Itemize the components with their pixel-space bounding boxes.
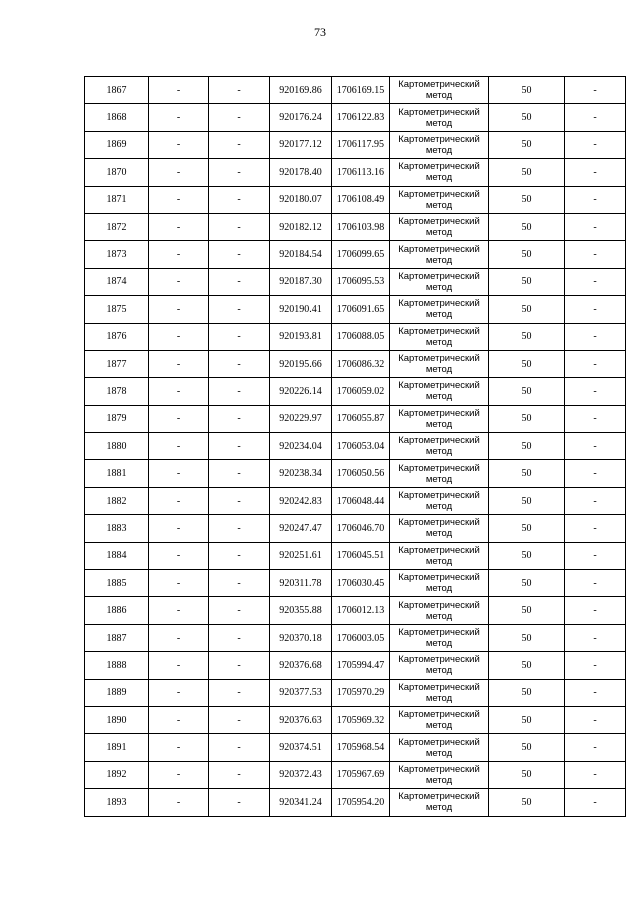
dash-cell: - xyxy=(149,652,209,679)
point-number-cell: 1880 xyxy=(85,433,149,460)
x-coordinate-cell: 920341.24 xyxy=(270,789,332,816)
x-coordinate-cell: 920195.66 xyxy=(270,350,332,377)
point-number-cell: 1890 xyxy=(85,706,149,733)
dash-cell: - xyxy=(149,378,209,405)
y-coordinate-cell: 1705968.54 xyxy=(332,734,390,761)
point-number-cell: 1877 xyxy=(85,350,149,377)
accuracy-cell: 50 xyxy=(489,761,565,788)
dash-cell: - xyxy=(209,652,270,679)
y-coordinate-cell: 1706095.53 xyxy=(332,268,390,295)
table-row xyxy=(85,268,626,295)
y-coordinate-cell: 1706055.87 xyxy=(332,405,390,432)
y-coordinate-cell: 1706108.49 xyxy=(332,186,390,213)
table-row xyxy=(85,597,626,624)
accuracy-cell: 50 xyxy=(489,323,565,350)
dash-cell: - xyxy=(209,570,270,597)
note-cell: - xyxy=(565,296,626,323)
x-coordinate-cell: 920229.97 xyxy=(270,405,332,432)
dash-cell: - xyxy=(209,487,270,514)
dash-cell: - xyxy=(149,131,209,158)
y-coordinate-cell: 1706099.65 xyxy=(332,241,390,268)
y-coordinate-cell: 1705969.32 xyxy=(332,706,390,733)
dash-cell: - xyxy=(149,77,209,104)
y-coordinate-cell: 1706030.45 xyxy=(332,570,390,597)
dash-cell: - xyxy=(209,734,270,761)
point-number-cell: 1876 xyxy=(85,323,149,350)
table-row xyxy=(85,350,626,377)
accuracy-cell: 50 xyxy=(489,104,565,131)
note-cell: - xyxy=(565,241,626,268)
x-coordinate-cell: 920187.30 xyxy=(270,268,332,295)
page-number: 73 xyxy=(314,25,326,39)
x-coordinate-cell: 920180.07 xyxy=(270,186,332,213)
accuracy-cell: 50 xyxy=(489,241,565,268)
dash-cell: - xyxy=(209,405,270,432)
table-row xyxy=(85,77,626,104)
method-cell: Картометрический метод xyxy=(390,159,489,186)
y-coordinate-cell: 1706012.13 xyxy=(332,597,390,624)
method-cell: Картометрический метод xyxy=(390,515,489,542)
table-row xyxy=(85,570,626,597)
dash-cell: - xyxy=(209,104,270,131)
accuracy-cell: 50 xyxy=(489,624,565,651)
note-cell: - xyxy=(565,131,626,158)
dash-cell: - xyxy=(149,460,209,487)
point-number-cell: 1869 xyxy=(85,131,149,158)
note-cell: - xyxy=(565,350,626,377)
point-number-cell: 1872 xyxy=(85,213,149,240)
x-coordinate-cell: 920178.40 xyxy=(270,159,332,186)
dash-cell: - xyxy=(209,706,270,733)
point-number-cell: 1875 xyxy=(85,296,149,323)
y-coordinate-cell: 1706086.32 xyxy=(332,350,390,377)
point-number-cell: 1893 xyxy=(85,789,149,816)
x-coordinate-cell: 920176.24 xyxy=(270,104,332,131)
note-cell: - xyxy=(565,186,626,213)
dash-cell: - xyxy=(149,515,209,542)
table-row xyxy=(85,515,626,542)
note-cell: - xyxy=(565,323,626,350)
table-row xyxy=(85,213,626,240)
note-cell: - xyxy=(565,789,626,816)
point-number-cell: 1885 xyxy=(85,570,149,597)
table-row xyxy=(85,323,626,350)
dash-cell: - xyxy=(209,542,270,569)
note-cell: - xyxy=(565,268,626,295)
method-cell: Картометрический метод xyxy=(390,268,489,295)
note-cell: - xyxy=(565,597,626,624)
accuracy-cell: 50 xyxy=(489,734,565,761)
y-coordinate-cell: 1706050.56 xyxy=(332,460,390,487)
y-coordinate-cell: 1705967.69 xyxy=(332,761,390,788)
dash-cell: - xyxy=(209,624,270,651)
accuracy-cell: 50 xyxy=(489,652,565,679)
point-number-cell: 1868 xyxy=(85,104,149,131)
accuracy-cell: 50 xyxy=(489,77,565,104)
y-coordinate-cell: 1706122.83 xyxy=(332,104,390,131)
dash-cell: - xyxy=(149,213,209,240)
dash-cell: - xyxy=(209,378,270,405)
method-cell: Картометрический метод xyxy=(390,131,489,158)
table-row xyxy=(85,241,626,268)
x-coordinate-cell: 920376.68 xyxy=(270,652,332,679)
dash-cell: - xyxy=(149,350,209,377)
note-cell: - xyxy=(565,624,626,651)
x-coordinate-cell: 920355.88 xyxy=(270,597,332,624)
table-row xyxy=(85,378,626,405)
method-cell: Картометрический метод xyxy=(390,213,489,240)
y-coordinate-cell: 1706045.51 xyxy=(332,542,390,569)
accuracy-cell: 50 xyxy=(489,570,565,597)
method-cell: Картометрический метод xyxy=(390,433,489,460)
dash-cell: - xyxy=(149,679,209,706)
accuracy-cell: 50 xyxy=(489,296,565,323)
dash-cell: - xyxy=(209,77,270,104)
method-cell: Картометрический метод xyxy=(390,104,489,131)
dash-cell: - xyxy=(149,159,209,186)
y-coordinate-cell: 1706117.95 xyxy=(332,131,390,158)
dash-cell: - xyxy=(149,186,209,213)
accuracy-cell: 50 xyxy=(489,159,565,186)
table-row xyxy=(85,460,626,487)
note-cell: - xyxy=(565,405,626,432)
y-coordinate-cell: 1706088.05 xyxy=(332,323,390,350)
dash-cell: - xyxy=(149,734,209,761)
table-row xyxy=(85,761,626,788)
dash-cell: - xyxy=(149,268,209,295)
dash-cell: - xyxy=(209,323,270,350)
x-coordinate-cell: 920193.81 xyxy=(270,323,332,350)
table-row xyxy=(85,405,626,432)
x-coordinate-cell: 920377.53 xyxy=(270,679,332,706)
accuracy-cell: 50 xyxy=(489,268,565,295)
point-number-cell: 1873 xyxy=(85,241,149,268)
x-coordinate-cell: 920169.86 xyxy=(270,77,332,104)
dash-cell: - xyxy=(149,433,209,460)
method-cell: Картометрический метод xyxy=(390,77,489,104)
table-row xyxy=(85,789,626,816)
dash-cell: - xyxy=(149,323,209,350)
table-row xyxy=(85,542,626,569)
point-number-cell: 1892 xyxy=(85,761,149,788)
x-coordinate-cell: 920376.63 xyxy=(270,706,332,733)
method-cell: Картометрический метод xyxy=(390,570,489,597)
y-coordinate-cell: 1706046.70 xyxy=(332,515,390,542)
table-row xyxy=(85,159,626,186)
accuracy-cell: 50 xyxy=(489,706,565,733)
accuracy-cell: 50 xyxy=(489,460,565,487)
note-cell: - xyxy=(565,433,626,460)
accuracy-cell: 50 xyxy=(489,679,565,706)
point-number-cell: 1883 xyxy=(85,515,149,542)
dash-cell: - xyxy=(209,460,270,487)
x-coordinate-cell: 920311.78 xyxy=(270,570,332,597)
dash-cell: - xyxy=(209,350,270,377)
dash-cell: - xyxy=(149,241,209,268)
table-row xyxy=(85,734,626,761)
table-row xyxy=(85,652,626,679)
point-number-cell: 1884 xyxy=(85,542,149,569)
point-number-cell: 1871 xyxy=(85,186,149,213)
dash-cell: - xyxy=(149,405,209,432)
point-number-cell: 1878 xyxy=(85,378,149,405)
note-cell: - xyxy=(565,487,626,514)
x-coordinate-cell: 920372.43 xyxy=(270,761,332,788)
y-coordinate-cell: 1706053.04 xyxy=(332,433,390,460)
dash-cell: - xyxy=(149,789,209,816)
x-coordinate-cell: 920374.51 xyxy=(270,734,332,761)
point-number-cell: 1879 xyxy=(85,405,149,432)
method-cell: Картометрический метод xyxy=(390,296,489,323)
x-coordinate-cell: 920238.34 xyxy=(270,460,332,487)
note-cell: - xyxy=(565,213,626,240)
note-cell: - xyxy=(565,378,626,405)
dash-cell: - xyxy=(149,570,209,597)
x-coordinate-cell: 920190.41 xyxy=(270,296,332,323)
note-cell: - xyxy=(565,515,626,542)
x-coordinate-cell: 920177.12 xyxy=(270,131,332,158)
accuracy-cell: 50 xyxy=(489,350,565,377)
y-coordinate-cell: 1706091.65 xyxy=(332,296,390,323)
x-coordinate-cell: 920182.12 xyxy=(270,213,332,240)
point-number-cell: 1874 xyxy=(85,268,149,295)
accuracy-cell: 50 xyxy=(489,487,565,514)
y-coordinate-cell: 1706059.02 xyxy=(332,378,390,405)
table-row xyxy=(85,679,626,706)
method-cell: Картометрический метод xyxy=(390,761,489,788)
note-cell: - xyxy=(565,542,626,569)
dash-cell: - xyxy=(149,104,209,131)
x-coordinate-cell: 920251.61 xyxy=(270,542,332,569)
method-cell: Картометрический метод xyxy=(390,460,489,487)
x-coordinate-cell: 920226.14 xyxy=(270,378,332,405)
point-number-cell: 1882 xyxy=(85,487,149,514)
accuracy-cell: 50 xyxy=(489,131,565,158)
y-coordinate-cell: 1706169.15 xyxy=(332,77,390,104)
dash-cell: - xyxy=(149,761,209,788)
method-cell: Картометрический метод xyxy=(390,597,489,624)
table-row xyxy=(85,296,626,323)
method-cell: Картометрический метод xyxy=(390,405,489,432)
point-number-cell: 1881 xyxy=(85,460,149,487)
method-cell: Картометрический метод xyxy=(390,323,489,350)
x-coordinate-cell: 920370.18 xyxy=(270,624,332,651)
dash-cell: - xyxy=(149,706,209,733)
dash-cell: - xyxy=(209,268,270,295)
dash-cell: - xyxy=(209,515,270,542)
table-row xyxy=(85,624,626,651)
accuracy-cell: 50 xyxy=(489,542,565,569)
dash-cell: - xyxy=(209,186,270,213)
method-cell: Картометрический метод xyxy=(390,706,489,733)
point-number-cell: 1867 xyxy=(85,77,149,104)
dash-cell: - xyxy=(209,789,270,816)
point-number-cell: 1888 xyxy=(85,652,149,679)
note-cell: - xyxy=(565,679,626,706)
table-body xyxy=(85,77,626,817)
point-number-cell: 1870 xyxy=(85,159,149,186)
accuracy-cell: 50 xyxy=(489,405,565,432)
dash-cell: - xyxy=(209,159,270,186)
method-cell: Картометрический метод xyxy=(390,624,489,651)
y-coordinate-cell: 1705994.47 xyxy=(332,652,390,679)
dash-cell: - xyxy=(209,597,270,624)
y-coordinate-cell: 1706113.16 xyxy=(332,159,390,186)
dash-cell: - xyxy=(209,296,270,323)
method-cell: Картометрический метод xyxy=(390,734,489,761)
dash-cell: - xyxy=(209,433,270,460)
y-coordinate-cell: 1705954.20 xyxy=(332,789,390,816)
x-coordinate-cell: 920242.83 xyxy=(270,487,332,514)
accuracy-cell: 50 xyxy=(489,515,565,542)
dash-cell: - xyxy=(149,624,209,651)
method-cell: Картометрический метод xyxy=(390,789,489,816)
table-row xyxy=(85,186,626,213)
note-cell: - xyxy=(565,104,626,131)
accuracy-cell: 50 xyxy=(489,789,565,816)
note-cell: - xyxy=(565,706,626,733)
table-row xyxy=(85,706,626,733)
coordinates-table xyxy=(84,76,626,817)
method-cell: Картометрический метод xyxy=(390,350,489,377)
note-cell: - xyxy=(565,460,626,487)
accuracy-cell: 50 xyxy=(489,433,565,460)
table-row xyxy=(85,131,626,158)
point-number-cell: 1886 xyxy=(85,597,149,624)
accuracy-cell: 50 xyxy=(489,378,565,405)
accuracy-cell: 50 xyxy=(489,597,565,624)
method-cell: Картометрический метод xyxy=(390,487,489,514)
method-cell: Картометрический метод xyxy=(390,241,489,268)
x-coordinate-cell: 920234.04 xyxy=(270,433,332,460)
point-number-cell: 1891 xyxy=(85,734,149,761)
note-cell: - xyxy=(565,761,626,788)
note-cell: - xyxy=(565,652,626,679)
y-coordinate-cell: 1705970.29 xyxy=(332,679,390,706)
table-row xyxy=(85,104,626,131)
dash-cell: - xyxy=(209,761,270,788)
dash-cell: - xyxy=(209,241,270,268)
y-coordinate-cell: 1706103.98 xyxy=(332,213,390,240)
note-cell: - xyxy=(565,159,626,186)
table-row xyxy=(85,487,626,514)
accuracy-cell: 50 xyxy=(489,186,565,213)
dash-cell: - xyxy=(149,542,209,569)
dash-cell: - xyxy=(149,597,209,624)
table-row xyxy=(85,433,626,460)
method-cell: Картометрический метод xyxy=(390,679,489,706)
dash-cell: - xyxy=(209,213,270,240)
dash-cell: - xyxy=(149,296,209,323)
method-cell: Картометрический метод xyxy=(390,378,489,405)
point-number-cell: 1889 xyxy=(85,679,149,706)
method-cell: Картометрический метод xyxy=(390,186,489,213)
point-number-cell: 1887 xyxy=(85,624,149,651)
x-coordinate-cell: 920184.54 xyxy=(270,241,332,268)
dash-cell: - xyxy=(149,487,209,514)
y-coordinate-cell: 1706003.05 xyxy=(332,624,390,651)
dash-cell: - xyxy=(209,679,270,706)
note-cell: - xyxy=(565,77,626,104)
y-coordinate-cell: 1706048.44 xyxy=(332,487,390,514)
note-cell: - xyxy=(565,734,626,761)
x-coordinate-cell: 920247.47 xyxy=(270,515,332,542)
dash-cell: - xyxy=(209,131,270,158)
method-cell: Картометрический метод xyxy=(390,652,489,679)
method-cell: Картометрический метод xyxy=(390,542,489,569)
note-cell: - xyxy=(565,570,626,597)
accuracy-cell: 50 xyxy=(489,213,565,240)
